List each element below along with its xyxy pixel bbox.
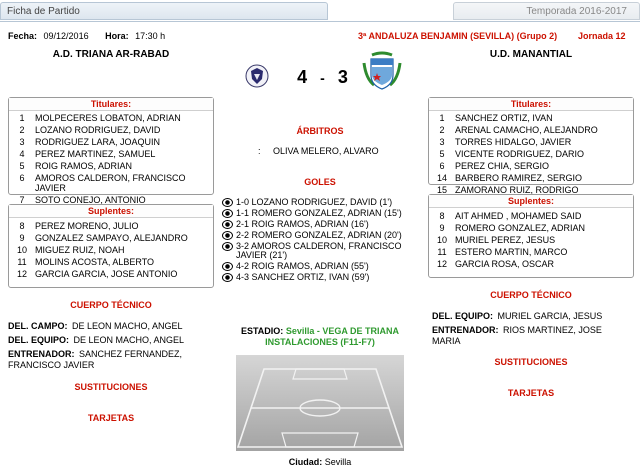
staff-row <box>432 325 632 347</box>
arbitro-row <box>258 146 379 156</box>
player-name[interactable]: ARENAL CAMACHO, ALEJANDRO <box>455 125 598 135</box>
player-name[interactable]: ZAMORANO RUIZ, RODRIGO <box>455 185 579 195</box>
soccer-ball-icon <box>222 273 233 282</box>
tab-divider <box>0 21 640 22</box>
player-row[interactable] <box>429 234 633 246</box>
player-name[interactable]: BARBERO RAMIREZ, SERGIO <box>455 173 583 183</box>
player-number: 3 <box>439 137 445 147</box>
city-label: Ciudad: <box>288 457 323 467</box>
player-row[interactable] <box>429 160 633 172</box>
player-number: 2 <box>19 125 25 135</box>
player-name[interactable]: AIT AHMED , MOHAMED SAID <box>455 211 582 221</box>
goal-row <box>222 208 422 219</box>
goals-list <box>222 197 422 283</box>
player-row[interactable] <box>9 172 213 194</box>
away-team-name[interactable]: U.D. MANANTIAL <box>489 49 573 60</box>
tab-temporada[interactable]: Temporada 2016-2017 <box>453 2 640 20</box>
player-row[interactable] <box>429 124 633 136</box>
player-number: 4 <box>19 149 25 159</box>
home-cuerpo-tecnico-header: CUERPO TÉCNICO <box>70 300 152 310</box>
player-row[interactable] <box>429 172 633 184</box>
goal-text: 4-3 SANCHEZ ORTIZ, IVAN (59') <box>236 272 370 282</box>
round-label: Jornada 12 <box>578 31 626 41</box>
arbitros-header: ÁRBITROS <box>296 126 344 136</box>
player-name[interactable]: PEREZ CHIA, SERGIO <box>455 161 550 171</box>
player-name[interactable]: MOLINS ACOSTA, ALBERTO <box>35 257 155 267</box>
player-number: 11 <box>437 247 447 257</box>
player-row[interactable] <box>9 124 213 136</box>
player-number: 1 <box>19 113 25 123</box>
staff-row <box>8 349 214 371</box>
player-number: 5 <box>439 149 445 159</box>
staff-role: DEL. CAMPO: <box>8 321 68 331</box>
player-row[interactable] <box>9 232 213 244</box>
stadium-image <box>236 355 404 451</box>
match-date: 09/12/2016 <box>43 31 89 41</box>
player-name[interactable]: ROIG RAMOS, ADRIAN <box>35 161 133 171</box>
player-row[interactable] <box>429 222 633 234</box>
player-name[interactable]: PEREZ MARTINEZ, SAMUEL <box>35 149 156 159</box>
player-row[interactable] <box>9 112 213 124</box>
home-tarjetas-header: TARJETAS <box>87 413 135 423</box>
staff-row <box>8 335 214 346</box>
player-row[interactable] <box>429 210 633 222</box>
player-name[interactable]: ROMERO GONZALEZ, ADRIAN <box>455 223 586 233</box>
city-info <box>236 457 404 467</box>
date-label: Fecha: <box>8 31 38 41</box>
player-number: 2 <box>439 125 445 135</box>
player-number: 3 <box>19 137 25 147</box>
player-name[interactable]: RODRIGUEZ LARA, JOAQUIN <box>35 137 161 147</box>
staff-role: DEL. EQUIPO: <box>8 335 70 345</box>
player-name[interactable]: SOTO CONEJO, ANTONIO <box>35 195 146 205</box>
goal-text: 2-1 ROIG RAMOS, ADRIAN (16') <box>236 219 369 229</box>
staff-role: ENTRENADOR: <box>432 325 499 335</box>
player-row[interactable] <box>9 160 213 172</box>
player-name[interactable]: ESTERO MARTIN, MARCO <box>455 247 568 257</box>
player-number: 15 <box>436 185 447 195</box>
score-separator: - <box>320 70 326 86</box>
staff-name: SANCHEZ FERNANDEZ, FRANCISCO JAVIER <box>8 349 183 370</box>
player-row[interactable] <box>9 220 213 232</box>
player-row[interactable] <box>9 148 213 160</box>
player-name[interactable]: AMOROS CALDERON, FRANCISCO JAVIER <box>35 173 186 193</box>
player-name[interactable]: MIGUEZ RUIZ, NOAH <box>35 245 125 255</box>
away-sustituciones-header: SUSTITUCIONES <box>494 357 568 367</box>
player-number: 11 <box>17 257 27 267</box>
soccer-ball-icon <box>222 242 233 251</box>
goal-row <box>222 261 422 272</box>
soccer-ball-icon <box>222 198 233 207</box>
goles-header: GOLES <box>304 177 336 187</box>
home-suplentes-box <box>8 204 214 288</box>
staff-name: DE LEON MACHO, ANGEL <box>72 321 183 331</box>
player-row[interactable] <box>9 268 213 280</box>
home-staff-list <box>8 321 214 374</box>
player-number: 7 <box>19 195 25 205</box>
soccer-ball-icon <box>222 209 233 218</box>
goal-row <box>222 219 422 230</box>
staff-name: DE LEON MACHO, ANGEL <box>73 335 185 345</box>
soccer-ball-icon <box>222 262 233 271</box>
player-row[interactable] <box>429 136 633 148</box>
stadium-label: ESTADIO: <box>240 326 284 336</box>
away-suplentes-box <box>428 194 634 278</box>
away-titulares-header: Titulares: <box>429 98 633 111</box>
city-name: Sevilla <box>324 457 352 467</box>
player-row[interactable] <box>429 258 633 270</box>
home-suplentes-header: Suplentes: <box>9 205 213 218</box>
player-number: 10 <box>16 245 27 255</box>
goal-text: 1-0 LOZANO RODRIGUEZ, DAVID (1') <box>236 197 393 207</box>
away-tarjetas-header: TARJETAS <box>507 388 555 398</box>
goal-text: 3-2 AMOROS CALDERON, FRANCISCO JAVIER (21') <box>236 241 402 260</box>
home-titulares-header: Titulares: <box>9 98 213 111</box>
player-number: 8 <box>19 221 25 231</box>
away-crest-icon <box>360 51 404 91</box>
player-number: 5 <box>19 161 25 171</box>
tab-ficha-de-partido[interactable]: Ficha de Partido <box>0 2 328 20</box>
staff-role: DEL. EQUIPO: <box>432 311 494 321</box>
staff-role: ENTRENADOR: <box>8 349 75 359</box>
home-score: 4 <box>297 67 309 87</box>
arbitro-prefix: : <box>258 146 261 156</box>
staff-name: MURIEL GARCIA, JESUS <box>497 311 603 321</box>
player-row[interactable] <box>9 244 213 256</box>
player-row[interactable] <box>429 246 633 258</box>
staff-row <box>8 321 214 332</box>
player-name[interactable]: TORRES HIDALGO, JAVIER <box>455 137 572 147</box>
away-staff-list <box>432 311 632 350</box>
scoreboard <box>293 67 353 88</box>
player-row[interactable] <box>9 256 213 268</box>
staff-name: RIOS MARTINEZ, JOSE MARIA <box>432 325 602 346</box>
player-row[interactable] <box>429 148 633 160</box>
home-team-name[interactable]: A.D. TRIANA AR-RABAD <box>52 49 170 60</box>
player-name[interactable]: PEREZ MORENO, JULIO <box>35 221 139 231</box>
competition-name[interactable]: 3ª ANDALUZA BENJAMIN (SEVILLA) (Grupo 2) <box>358 31 558 41</box>
player-name[interactable]: LOZANO RODRIGUEZ, DAVID <box>35 125 161 135</box>
away-titulares-box <box>428 97 634 195</box>
player-number: 12 <box>436 259 447 269</box>
player-name[interactable]: GARCIA GARCIA, JOSE ANTONIO <box>35 269 178 279</box>
goal-text: 1-1 ROMERO GONZALEZ, ADRIAN (15') <box>236 208 402 218</box>
player-number: 14 <box>436 173 447 183</box>
home-sustituciones-header: SUSTITUCIONES <box>74 382 148 392</box>
away-cuerpo-tecnico-header: CUERPO TÉCNICO <box>490 290 572 300</box>
stadium-info <box>236 326 404 348</box>
player-name[interactable]: MURIEL PEREZ, JESUS <box>455 235 556 245</box>
player-number: 6 <box>439 161 445 171</box>
player-number: 9 <box>439 223 445 233</box>
player-number: 9 <box>19 233 25 243</box>
player-number: 12 <box>16 269 27 279</box>
arbitro-name: OLIVA MELERO, ALVARO <box>273 146 379 156</box>
soccer-ball-icon <box>222 231 233 240</box>
home-titulares-box <box>8 97 214 205</box>
away-suplentes-header: Suplentes: <box>429 195 633 208</box>
player-name[interactable]: GARCIA ROSA, OSCAR <box>455 259 555 269</box>
goal-row <box>222 197 422 208</box>
away-score: 3 <box>337 67 349 87</box>
match-time: 17:30 h <box>135 31 166 41</box>
goal-text: 4-2 ROIG RAMOS, ADRIAN (55') <box>236 261 369 271</box>
soccer-ball-icon <box>222 220 233 229</box>
player-number: 6 <box>19 173 25 183</box>
player-name[interactable]: GONZALEZ SAMPAYO, ALEJANDRO <box>35 233 188 243</box>
goal-row <box>222 241 422 261</box>
goal-text: 2-2 ROMERO GONZALEZ, ADRIAN (20') <box>236 230 402 240</box>
staff-row <box>432 311 632 322</box>
stadium-name[interactable]: Sevilla - VEGA DE TRIANA INSTALACIONES (F11-F7) <box>265 326 400 347</box>
goal-row <box>222 230 422 241</box>
player-number: 1 <box>439 113 445 123</box>
home-crest-icon <box>245 64 269 88</box>
player-number: 10 <box>436 235 447 245</box>
player-name[interactable]: VICENTE RODRIGUEZ, DARIO <box>455 149 585 159</box>
player-row[interactable] <box>9 136 213 148</box>
match-meta <box>8 31 165 41</box>
goal-row <box>222 272 422 283</box>
player-row[interactable] <box>429 112 633 124</box>
player-name[interactable]: SANCHEZ ORTIZ, IVAN <box>455 113 553 123</box>
player-name[interactable]: MOLPECERES LOBATON, ADRIAN <box>35 113 181 123</box>
time-label: Hora: <box>105 31 129 41</box>
player-number: 8 <box>439 211 445 221</box>
